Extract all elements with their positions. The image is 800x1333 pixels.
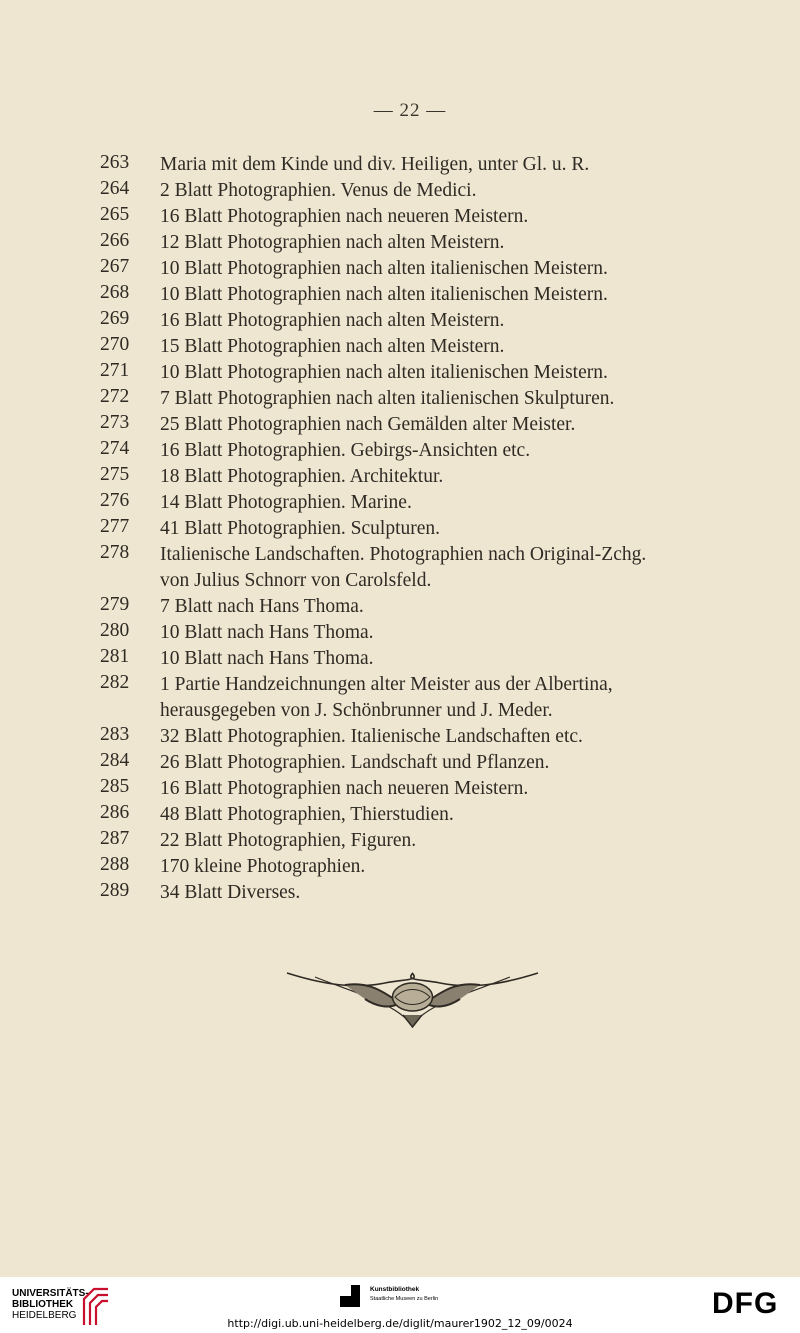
entry-text: herausgegeben von J. Schönbrunner und J. Meder. (160, 700, 553, 721)
catalog-entry (100, 854, 740, 880)
decorative-ornament (285, 963, 540, 1033)
catalog-entry (100, 230, 740, 256)
catalog-entry (100, 464, 740, 490)
library-name-line3: HEIDELBERG (12, 1310, 77, 1321)
entry-number: 273 (100, 412, 130, 433)
catalog-entry (100, 334, 740, 360)
entry-text: Maria mit dem Kinde und div. Heiligen, unter Gl. u. R. (160, 154, 590, 175)
entry-number: 268 (100, 282, 130, 303)
entry-number: 274 (100, 438, 130, 459)
catalog-entry (100, 542, 740, 594)
entry-text: 41 Blatt Photographien. Sculpturen. (160, 518, 441, 539)
entry-number: 276 (100, 490, 130, 511)
entry-number: 265 (100, 204, 130, 225)
entry-text: 22 Blatt Photographien, Figuren. (160, 830, 417, 851)
entry-text: 16 Blatt Photographien nach neueren Meistern. (160, 778, 529, 799)
catalog-entry (100, 516, 740, 542)
entry-number: 279 (100, 594, 130, 615)
entry-text: 16 Blatt Photographien nach alten Meistern. (160, 310, 505, 331)
entry-number: 278 (100, 542, 130, 563)
entry-text: 18 Blatt Photographien. Architektur. (160, 466, 444, 487)
entry-number: 277 (100, 516, 130, 537)
entry-number: 289 (100, 880, 130, 901)
entry-number: 287 (100, 828, 130, 849)
entry-text: 15 Blatt Photographien nach alten Meistern. (160, 336, 505, 357)
entry-number: 285 (100, 776, 130, 797)
library-name-line1: UNIVERSITÄTS- (12, 1288, 89, 1299)
entry-number: 275 (100, 464, 130, 485)
entry-number: 264 (100, 178, 130, 199)
catalog-entry (100, 204, 740, 230)
entry-number: 270 (100, 334, 130, 355)
entry-text: 25 Blatt Photographien nach Gemälden alter Meister. (160, 414, 576, 435)
catalog-entry (100, 646, 740, 672)
entry-text: 170 kleine Photographien. (160, 856, 366, 877)
dfg-logo[interactable]: DFG (712, 1287, 779, 1320)
entry-text: 1 Partie Handzeichnungen alter Meister aus der Albertina, (160, 674, 613, 695)
entry-number: 283 (100, 724, 130, 745)
catalog-entry (100, 776, 740, 802)
kunstbibliothek-icon (340, 1285, 360, 1307)
catalog-entry (100, 620, 740, 646)
university-library-logo[interactable] (12, 1283, 122, 1329)
catalog-entry (100, 490, 740, 516)
library-emblem-icon (80, 1285, 122, 1329)
catalog-entry (100, 178, 740, 204)
entry-number: 269 (100, 308, 130, 329)
catalog-entry (100, 594, 740, 620)
permalink-url[interactable]: http://digi.ub.uni-heidelberg.de/diglit/maurer1902_12_09/0024 (227, 1317, 573, 1330)
catalog-entry (100, 386, 740, 412)
entry-text: 14 Blatt Photographien. Marine. (160, 492, 412, 513)
entry-number: 263 (100, 152, 130, 173)
entry-number: 281 (100, 646, 130, 667)
entry-text: 12 Blatt Photographien nach alten Meistern. (160, 232, 505, 253)
catalog-entry (100, 360, 740, 386)
entry-text: 10 Blatt Photographien nach alten italienischen Meistern. (160, 284, 608, 305)
footer-bar (0, 1277, 800, 1333)
entry-text: 7 Blatt nach Hans Thoma. (160, 596, 364, 617)
library-name-line2: BIBLIOTHEK (12, 1299, 74, 1310)
catalog-entries (100, 152, 740, 906)
entry-number: 284 (100, 750, 130, 771)
entry-number: 266 (100, 230, 130, 251)
partner-name: Kunstbibliothek (370, 1286, 420, 1293)
catalog-entry (100, 802, 740, 828)
entry-number: 282 (100, 672, 130, 693)
entry-text: 10 Blatt Photographien nach alten italienischen Meistern. (160, 362, 608, 383)
catalog-entry (100, 880, 740, 906)
entry-text: Italienische Landschaften. Photographien nach Original-Zchg. (160, 544, 647, 565)
entry-text: 10 Blatt nach Hans Thoma. (160, 648, 374, 669)
catalog-entry (100, 256, 740, 282)
entry-number: 280 (100, 620, 130, 641)
entry-text: 34 Blatt Diverses. (160, 882, 301, 903)
catalog-entry (100, 308, 740, 334)
entry-text: 26 Blatt Photographien. Landschaft und Pflanzen. (160, 752, 550, 773)
catalog-entry (100, 152, 740, 178)
entry-text: von Julius Schnorr von Carolsfeld. (160, 570, 432, 591)
entry-number: 267 (100, 256, 130, 277)
entry-text: 48 Blatt Photographien, Thierstudien. (160, 804, 454, 825)
catalog-entry (100, 412, 740, 438)
entry-number: 288 (100, 854, 130, 875)
catalog-entry (100, 282, 740, 308)
catalog-entry (100, 828, 740, 854)
catalog-entry (100, 750, 740, 776)
entry-text: 2 Blatt Photographien. Venus de Medici. (160, 180, 477, 201)
entry-text: 10 Blatt nach Hans Thoma. (160, 622, 374, 643)
entry-text: 16 Blatt Photographien. Gebirgs-Ansichten etc. (160, 440, 531, 461)
partner-subtitle: Staatliche Museen zu Berlin (370, 1296, 439, 1302)
page-number: — 22 — (373, 100, 447, 121)
kunstbibliothek-logo[interactable] (340, 1283, 480, 1313)
catalog-entry (100, 672, 740, 724)
entry-number: 272 (100, 386, 130, 407)
entry-number: 286 (100, 802, 130, 823)
entry-number: 271 (100, 360, 130, 381)
entry-text: 10 Blatt Photographien nach alten italienischen Meistern. (160, 258, 608, 279)
catalog-entry (100, 438, 740, 464)
entry-text: 16 Blatt Photographien nach neueren Meistern. (160, 206, 529, 227)
catalog-entry (100, 724, 740, 750)
entry-text: 32 Blatt Photographien. Italienische Landschaften etc. (160, 726, 583, 747)
entry-text: 7 Blatt Photographien nach alten italienischen Skulpturen. (160, 388, 615, 409)
